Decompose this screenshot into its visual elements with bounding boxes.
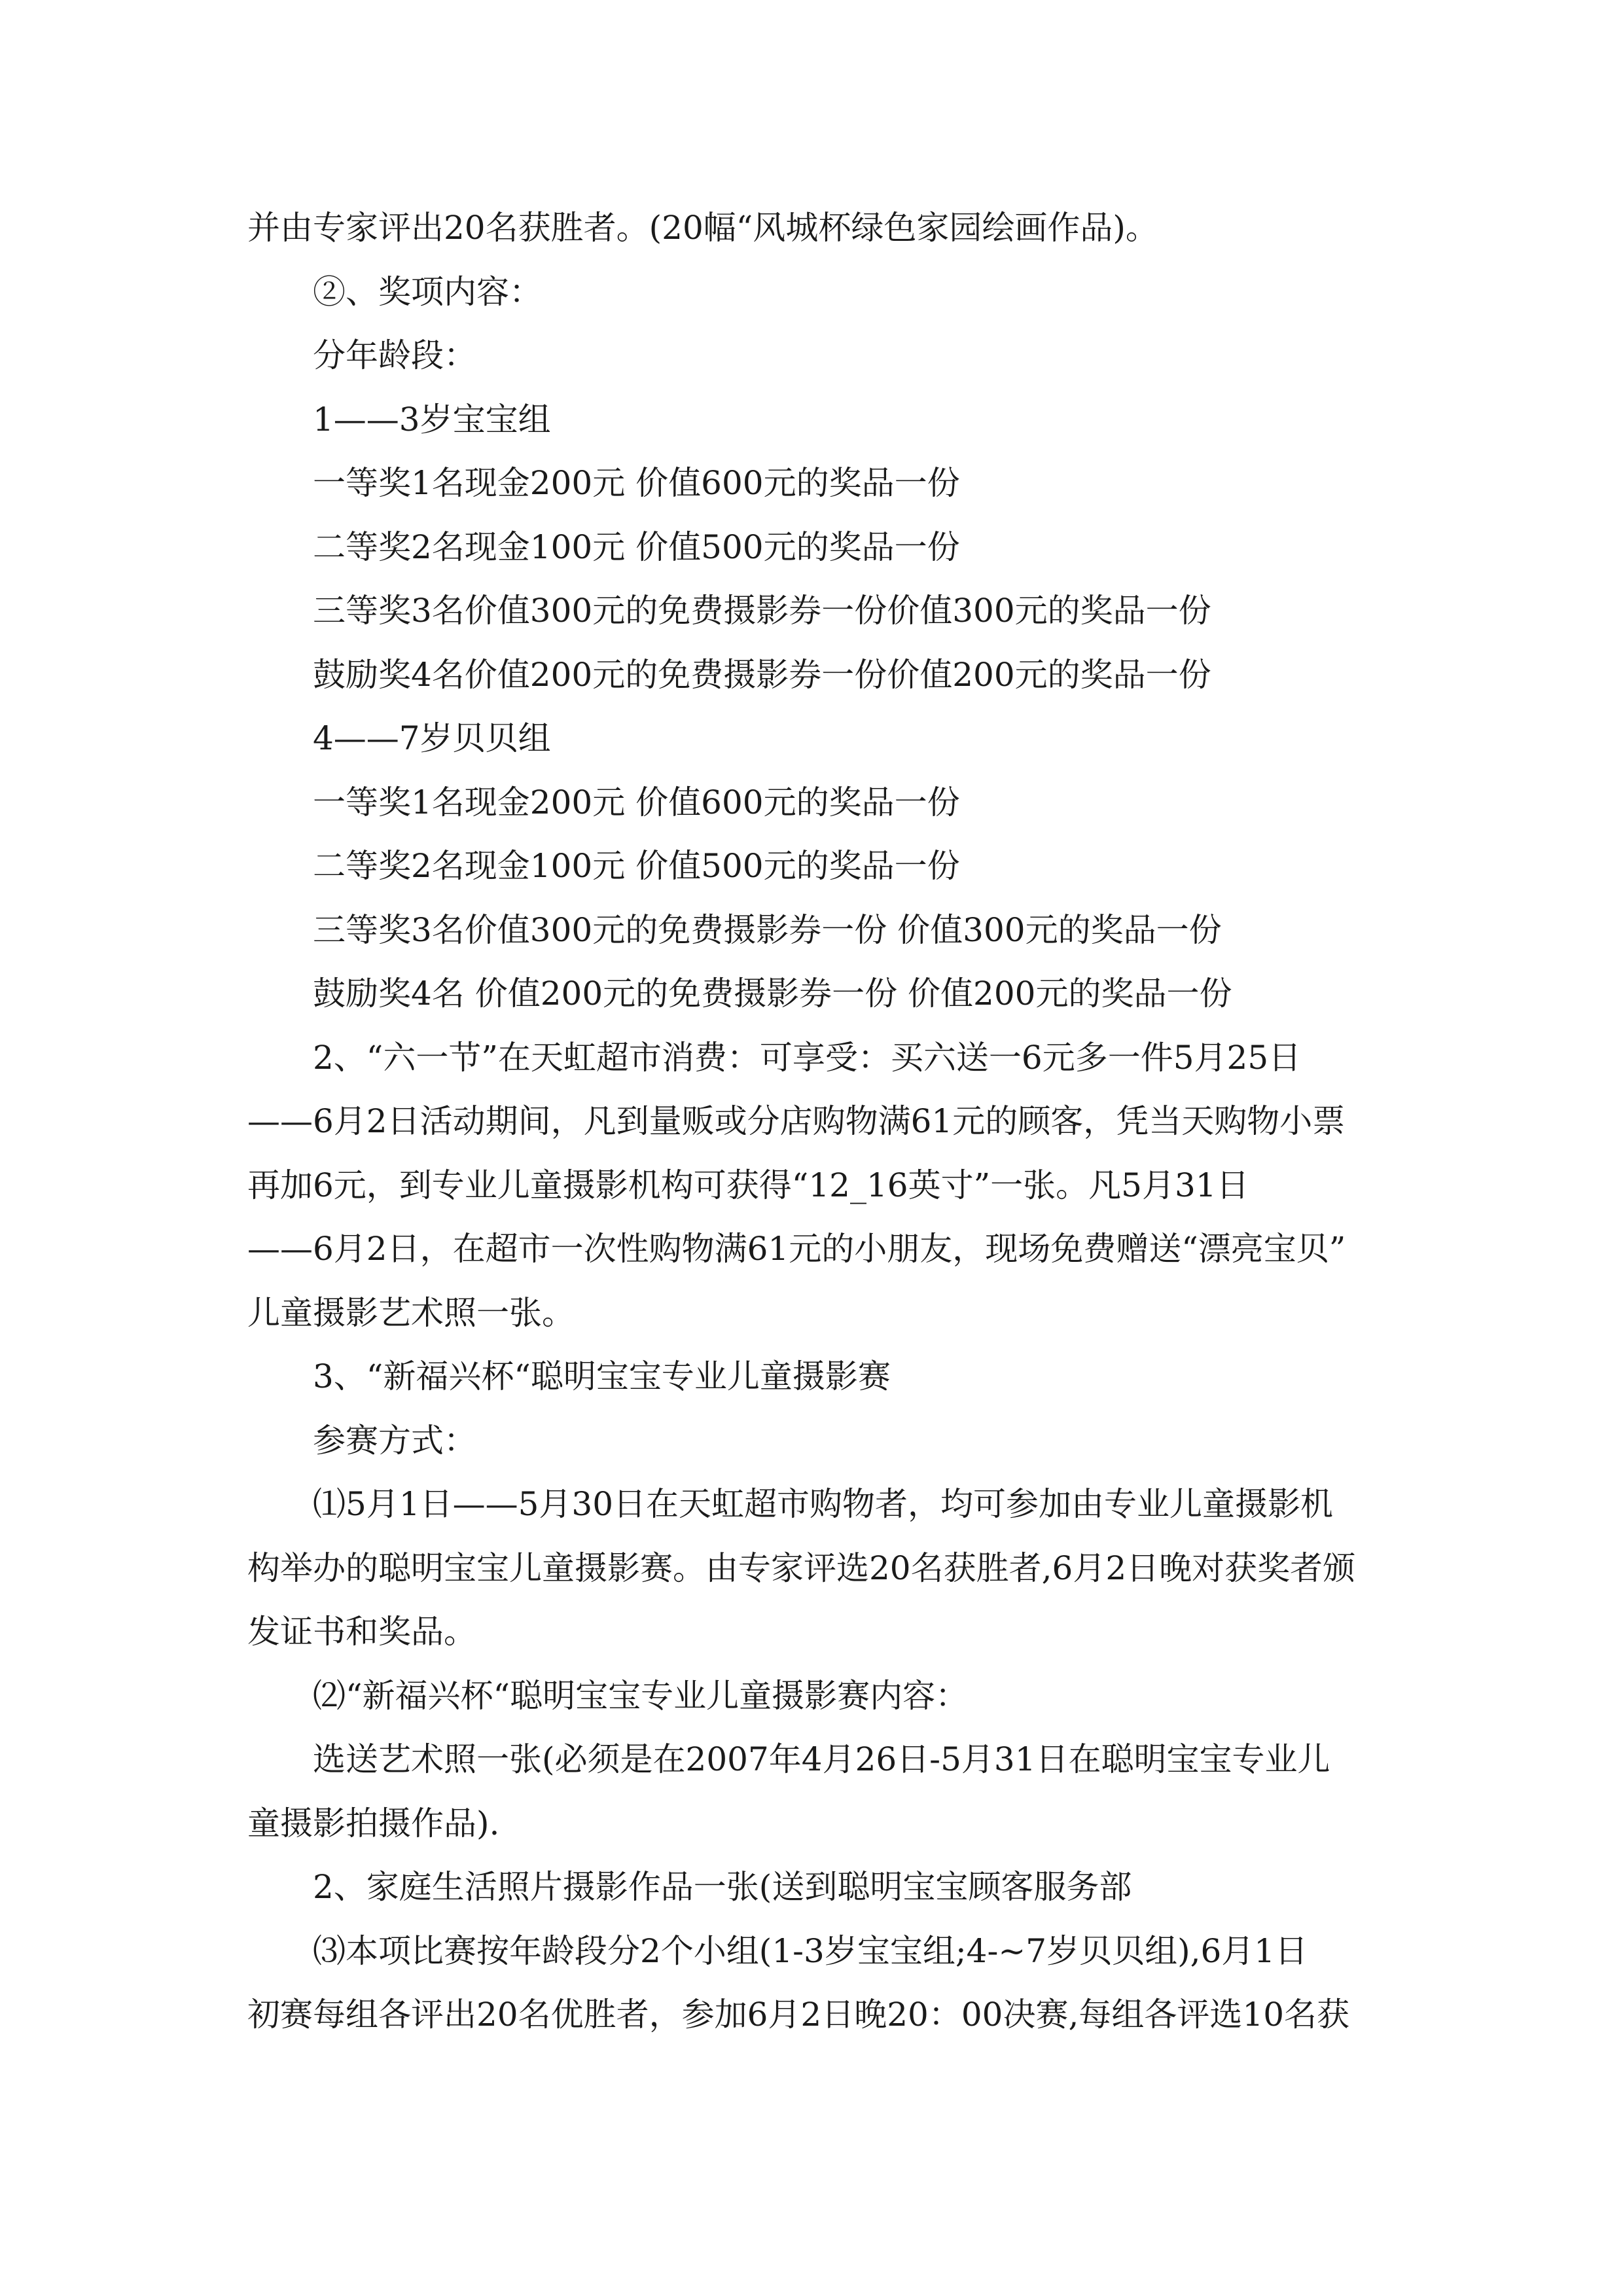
prize-line: 一等奖1名现金200元 价值600元的奖品一份	[313, 783, 960, 821]
prize-line: 二等奖2名现金100元 价值500元的奖品一份	[313, 847, 960, 885]
document-body	[247, 196, 1386, 2047]
group-heading-baby: 1——3岁宝宝组	[313, 400, 551, 439]
text-line: ——6月2日活动期间，凡到量贩或分店购物满61元的顾客，凭当天购物小票	[247, 1102, 1346, 1140]
group-heading-beibei: 4——7岁贝贝组	[313, 719, 551, 757]
section-heading-childrens-day: 2、“六一节”在天虹超市消费：可享受：买六送一6元多一件5月25日	[313, 1038, 1302, 1077]
text-line: 选送艺术照一张(必须是在2007年4月26日-5月31日在聪明宝宝专业儿	[313, 1740, 1330, 1778]
text-line: ——6月2日，在超市一次性购物满61元的小朋友，现场免费赠送“漂亮宝贝”	[247, 1230, 1346, 1268]
text-line: ⑴5月1日——5月30日在天虹超市购物者，均可参加由专业儿童摄影机	[313, 1485, 1334, 1523]
prize-line: 一等奖1名现金200元 价值600元的奖品一份	[313, 464, 960, 502]
text-line: 构举办的聪明宝宝儿童摄影赛。由专家评选20名获胜者,6月2日晚对获奖者颁	[247, 1549, 1356, 1587]
text-line: 发证书和奖品。	[247, 1613, 476, 1651]
prize-line: 鼓励奖4名价值200元的免费摄影券一份价值200元的奖品一份	[313, 655, 1211, 694]
prize-line: 三等奖3名价值300元的免费摄影券一份价值300元的奖品一份	[313, 592, 1211, 630]
text-line: 分年龄段：	[313, 336, 476, 374]
text-line: ⑵“新福兴杯“聪明宝宝专业儿童摄影赛内容：	[313, 1676, 969, 1715]
text-line: 初赛每组各评出20名优胜者，参加6月2日晚20：00决赛,每组各评选10名获	[247, 1996, 1350, 2034]
text-line: 童摄影拍摄作品).	[247, 1804, 500, 1842]
text-line: 儿童摄影艺术照一张。	[247, 1293, 575, 1332]
text-line: ⑶本项比赛按年龄段分2个小组(1-3岁宝宝组;4-~7岁贝贝组),6月1日	[313, 1931, 1308, 1970]
prize-line: 鼓励奖4名 价值200元的免费摄影券一份 价值200元的奖品一份	[313, 975, 1232, 1013]
prize-line: 三等奖3名价值300元的免费摄影券一份 价值300元的奖品一份	[313, 910, 1222, 949]
text-line: 再加6元，到专业儿童摄影机构可获得“12_16英寸”一张。凡5月31日	[247, 1166, 1249, 1204]
section-heading-photo-contest: 3、“新福兴杯“聪明宝宝专业儿童摄影赛	[313, 1357, 891, 1395]
text-line: 参赛方式：	[313, 1421, 476, 1460]
section-heading-prize-content: ②、奖项内容：	[313, 272, 542, 311]
text-line: 2、家庭生活照片摄影作品一张(送到聪明宝宝顾客服务部	[313, 1868, 1132, 1906]
prize-line: 二等奖2名现金100元 价值500元的奖品一份	[313, 528, 960, 566]
text-line: 并由专家评出20名获胜者。(20幅“风城杯绿色家园绘画作品)。	[247, 209, 1158, 247]
